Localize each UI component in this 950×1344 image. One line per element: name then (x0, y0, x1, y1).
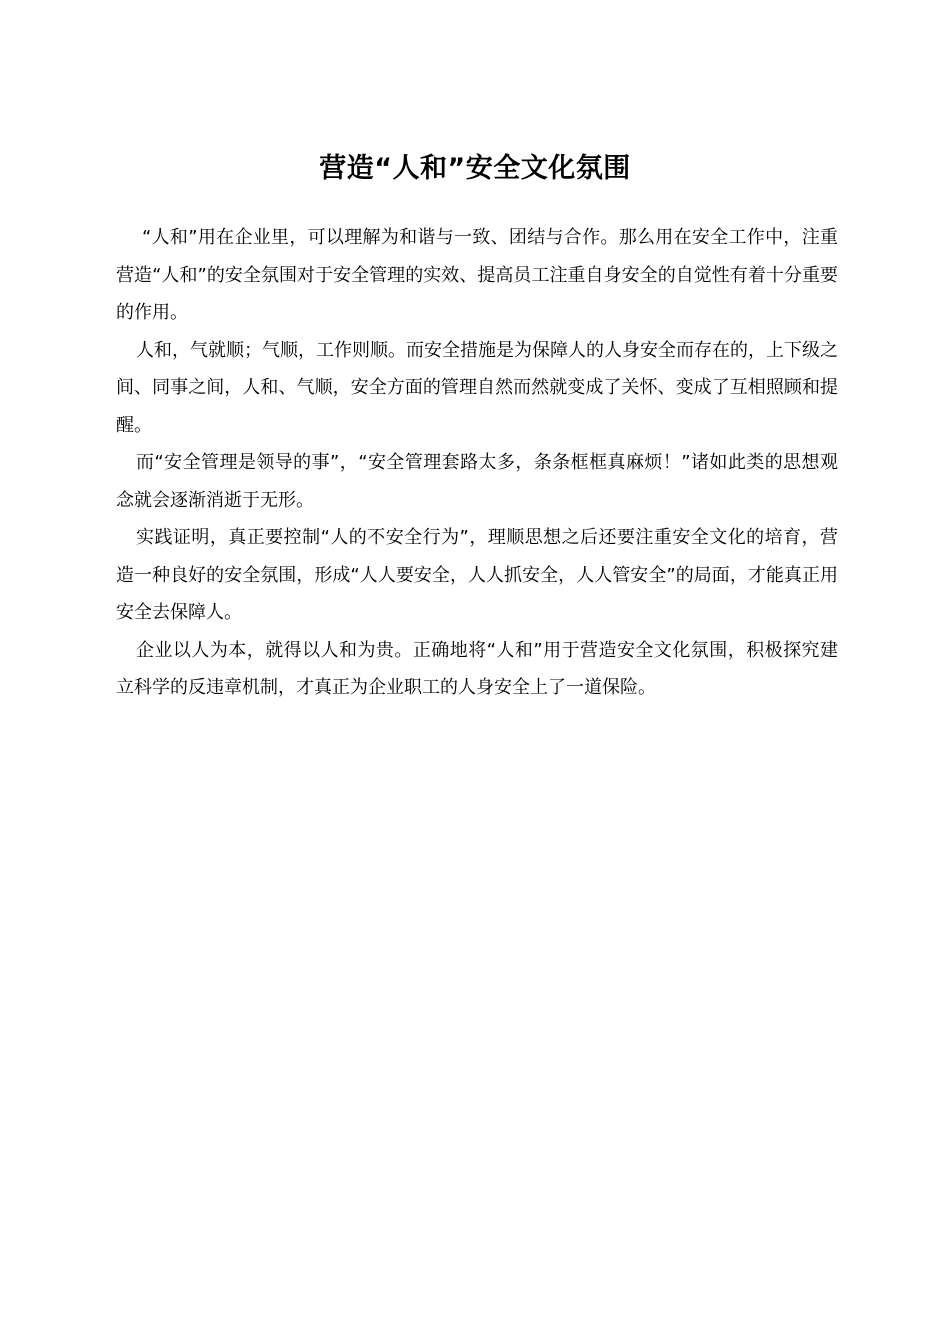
paragraph-5: 企业以人为本，就得以人和为贵。正确地将“人和”用于营造安全文化氛围，积极探究建立科学的反违章机制，才真正为企业职工的人身安全上了一道保险。 (116, 639, 838, 698)
paragraph-1: “人和”用在企业里，可以理解为和谐与一致、团结与合作。那么用在安全工作中，注重营造“人和”的安全氛围对于安全管理的实效、提高员工注重自身安全的自觉性有着十分重要的作用。 (116, 227, 838, 323)
paragraph-4: 实践证明，真正要控制“人的不安全行为”，理顺思想之后还要注重安全文化的培育，营造一种良好的安全氛围，形成“人人要安全，人人抓安全，人人管安全”的局面，才能真正用安全去保障人。 (116, 527, 838, 623)
paragraph-2: 人和，气就顺；气顺，工作则顺。而安全措施是为保障人的人身安全而存在的，上下级之间、同事之间，人和、气顺，安全方面的管理自然而然就变成了关怀、变成了互相照顾和提醒。 (116, 339, 838, 436)
document-title: 营造“人和”安全文化氛围 (319, 153, 631, 185)
paragraph-3: 而“安全管理是领导的事”，“安全管理套路太多，条条框框真麻烦！”诸如此类的思想观念就会逐渐消逝于无形。 (116, 452, 838, 511)
document-body (116, 219, 838, 707)
